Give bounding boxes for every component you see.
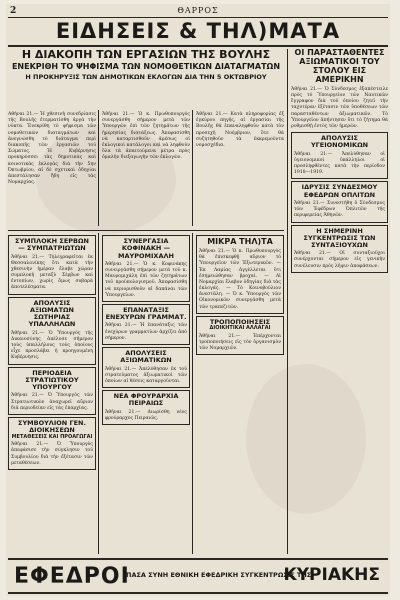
col1-story-2 (8, 297, 96, 365)
col1-story-1-title: ΣΥΜΠΛΟΚΗ ΣΕΡΒΩΝ — ΣΥΜΠΑΤΡΙΩΤΩΝ (15, 237, 89, 253)
right-box-1-title: ΑΠΟΛΥΣΙΣ ΥΓΕΙΟΝΟΜΙΚΩΝ (310, 134, 369, 150)
col1-story-4-text: Ἀθῆναι 21.— Ὁ Ὑπουργὸς ἀπεφάσισε τὴν σύγκλησιν τοῦ Συμβουλίου διὰ τὴν ἐξέτασιν τῶν μεταθέσεων. (11, 442, 93, 466)
col3-story-1-title: ΜΙΚΡΑ ΤΗΛ)ΤΑ (207, 237, 273, 246)
col2-story-1-title: ΣΥΝΕΡΓΑΣΙΑ ΚΟΦΙΝΑΚΗ — ΜΑΥΡΟΜΙΧΑΛΗ (118, 237, 174, 260)
right-box-2-text: Ἀθῆναι 21.— Συνεστήθη ὁ Σύνδεσμος τῶν Ἐφέδρων Ὁπλιτῶν τῆς περιφερείας Ἀθηνῶν. (294, 200, 385, 219)
lead-subhead-2: Η ΠΡΟΚΗΡΥΞΙΣ ΤΩΝ ΔΗΜΟΤΙΚΩΝ ΕΚΛΟΓΩΝ ΔΙΑ ΤΗΝ 5 ΟΚΤΩΒΡΙΟΥ (25, 73, 267, 82)
col1-story-4 (8, 417, 96, 470)
lead-headline-block (8, 49, 284, 109)
lead-col-3-text: Ἀθῆναι 21.— Κατὰ πληροφορίας ἐξ ἐγκύρου πηγῆς, αἱ ἐργασίαι τῆς Βουλῆς θὰ ἐπαναληφθοῦν κατὰ τὸν προσεχῆ Νοέμβριον, ὅτε θὰ συζητηθοῦν τὰ ἐκκρεμοῦντα νομοσχέδια. (196, 112, 284, 148)
col3-story-1-text: Ἀθῆναι 21.— Ὁ κ. Πρωθυπουργὸς θὰ ἐπισκεφθῇ αὔριον τὸ Ὑπουργεῖον τῶν Ἐξωτερικῶν. — Ἐκ Λαμίας ἀγγέλλεται ὅτι ἐσημειώθησαν βροχαί. — Αἱ Νομαρχίαι ἔλαβον ὁδηγίας διὰ τὰς ἐκλογάς. — Τὸ Κοινοβούλιον ἀνεστάλη. — Ὁ κ. Ὑπουργὸς τῶν Οἰκονομικῶν συνεργάσθη μετὰ τῶν τραπεζιτῶν. (199, 248, 281, 310)
col2-story-3-title: ΑΠΟΛΥΣΕΙΣ ΑΞΙΩΜΑΤΙΚΩΝ (120, 349, 172, 365)
right-headline: ΟΙ ΠΑΡΑΣΤΑΘΕΝΤΕΣ ΑΞΙΩΜΑΤΙΚΟΙ ΤΟΥ ΣΤΟΛΟΥ ΕΙΣ ΑΜΕΡΙΚΗΝ (294, 49, 385, 84)
right-box-2 (291, 181, 388, 222)
footer-right-text: ΚΥΡΙΑΚΗΣ (283, 565, 380, 585)
lead-bottom-rule (8, 230, 284, 231)
col-divider (192, 110, 193, 226)
col-divider (98, 110, 99, 226)
col-divider (192, 233, 193, 554)
footer-banner (8, 558, 388, 594)
right-column (291, 49, 388, 554)
col2-story-2-text: Ἀθῆναι 21.— Ἡ ἐπανάταξις τῶν ἐνεχύρων γραμματίων ἀρχίζει ἀπὸ σήμερον. (105, 323, 187, 341)
col3-story-2-title: ΤΡΟΠΟΠΟΙΗΣΕΙΣ (209, 317, 271, 326)
section-banner: ΕΙΔΗΣΕΙΣ & ΤΗΛ)ΜΑΤΑ (55, 19, 341, 43)
lead-subhead-1: ΕΝΕΚΡΙΘΗ ΤΟ ΨΗΦΙΣΜΑ ΤΩΝ ΝΟΜΟΘΕΤΙΚΩΝ ΔΙΑΤΑΓΜΑΤΩΝ (11, 62, 281, 72)
col3-story-2-text: Ἀθῆναι 21.— Ἐπέρχονται τροποποιήσεις εἰς τὸν ὀργανισμὸν τῶν Νομαρχιῶν. (199, 333, 281, 352)
right-box-1 (291, 132, 388, 179)
lower-col-1 (8, 233, 96, 555)
right-box-3 (291, 225, 388, 273)
lead-headline: Η ΔΙΑΚΟΠΗ ΤΩΝ ΕΡΓΑΣΙΩΝ ΤΗΣ ΒΟΥΛΗΣ (21, 49, 271, 61)
right-box-2-title: ΙΔΡΥΣΙΣ ΣΥΝΔΕΣΜΟΥ ΕΦΕΔΡΩΝ ΟΠΛΙΤΩΝ (301, 183, 378, 199)
newspaper-name: ΘΑΡΡΟΣ (177, 6, 219, 15)
col2-story-3-text: Ἀθῆναι 21.— Ἀπελύθησαν ἐκ τοῦ στρατεύματος ἀξιωματικοὶ τῶν ὁποίων αἱ θέσεις καταργοῦνται. (105, 366, 187, 384)
col3-story-2-subtitle: ΔΙΟΙΚΗΤΙΚΑΙ ΑΛΛΑΓΑΙ (209, 325, 271, 332)
col-divider (287, 49, 288, 554)
col1-story-1-text: Ἀθῆναι 21.— Τηλεγραφεῖται ἐκ Θεσσαλονίκης ὅτι κατὰ τὴν χθεσινὴν ἡμέραν ἔλαβε χώραν συμπλοκὴ μεταξὺ Σέρβων καὶ ἐντοπίων, χωρὶς ὅμως σοβαρὰ ἀποτελέσματα. (11, 254, 93, 291)
col3-story-1 (196, 235, 284, 314)
col2-story-2 (102, 304, 190, 345)
col1-story-4-subtitle: ΜΕΤΑΘΕΣΕΙΣ ΚΑΙ ΠΡΟΑΓΩΓΑΙ (11, 433, 93, 440)
col1-story-3-title: ΠΕΡΙΟΔΕΙΑ ΣΤΡΑΤΙΩΤΙΚΟΥ ΥΠΟΥΡΓΟΥ (25, 368, 79, 392)
lead-col-1 (8, 110, 96, 228)
footer-left-text: ΕΦΕΔΡΟΙ (14, 564, 130, 589)
right-box-3-title: Η ΣΗΜΕΡΙΝΗ ΣΥΓΚΕΝΤΡΩΣΙΣ ΤΩΝ ΣΥΝΤΑΞΙΟΥΧΩΝ (303, 226, 376, 250)
right-text: Ἀθῆναι 21.— Ὁ Σύνδεσμος ἐξαπέστειλε πρὸς τὸ Ὑπουργεῖον τῶν Ναυτικῶν ἔγγραφον διὰ τοῦ ὁποίου ζητεῖ τὴν ταχυτέραν ἐξέτασιν τῶν ὑποθέσεων τῶν παρασταθέντων ἀξιωματικῶν. Τὸ Ὑπουργεῖον ἀπήντησεν ὅτι τὸ ζήτημα θὰ ρυθμισθῇ ἐντὸς τῶν ἡμερῶν. (291, 86, 388, 129)
lower-col-3 (196, 233, 284, 555)
col1-story-1 (8, 235, 96, 295)
col2-story-4-title: ΝΕΑ ΦΡΟΥΡΑΡΧΙΑ ΠΕΙΡΑΙΩΣ (113, 392, 179, 408)
newspaper-page (6, 4, 390, 596)
footer-middle-text: ΠΑΣΑ ΣΥΝΗ ΕΘΝΙΚΗ ΕΦΕΔΡΙΚΗ ΣΥΓΚΕΝΤΡΩΣΙΣ ΤΗΣ (126, 571, 312, 579)
lead-col-3 (196, 110, 284, 228)
col2-story-1-text: Ἀθῆναι 21.— Ὁ κ. Κοφινάκης συνειργάσθη σήμερον μετὰ τοῦ κ. Μαυρομιχάλη ἐπὶ τῶν ζητημάτων τοῦ προϋπολογισμοῦ. Ἀπεφασίσθη νὰ περιορισθοῦν αἱ δαπάναι τῶν Ὑπουργείων. (105, 261, 187, 298)
col2-story-3 (102, 347, 190, 388)
right-box-1-text: Ἀθῆναι 21.— Ἀπελύθησαν οἱ ὑγειονομικοὶ ὑπάλληλοι οἱ προσληφθέντες κατὰ τὴν περίοδον 1918—1919. (294, 151, 385, 176)
lead-col-2-text: Ἀθῆναι 21.— Ὁ κ. Πρωθυπουργὸς συνεργάσθη σήμερον μετὰ τῶν Ὑπουργῶν ἐπὶ τῶν ζητημάτων τῆς ἡμερησίας διατάξεως. Ἀπεφασίσθη νὰ καταρτισθοῦν ἀμέσως οἱ ἐκλογικοὶ κατάλογοι καὶ νὰ ληφθοῦν ὅλα τὰ ἀπαιτούμενα μέτρα πρὸς ὁμαλὴν διεξαγωγὴν τῶν ἐκλογῶν. (102, 112, 190, 161)
col1-story-3-text: Ἀθῆναι 21.— Ὁ Ὑπουργὸς τῶν Στρατιωτικῶν ἀναχωρεῖ αὔριον διὰ περιοδείαν εἰς τὰς ἐπαρχίας. (11, 393, 93, 411)
right-box-3-text: Ἀθῆναι 21.— Οἱ συνταξιοῦχοι συνέρχονται σήμερον εἰς γενικὴν συνέλευσιν πρὸς λῆψιν ἀποφάσεων. (294, 251, 385, 269)
col3-story-2 (196, 316, 284, 355)
col2-story-4 (102, 390, 190, 425)
col1-story-2-text: Ἀθῆναι 21.— Ὁ Ὑπουργὸς τῆς Δικαιοσύνης ἀπέλυσε σήμερον τοὺς ὑπαλλήλους τοὺς ὁποίους εἶχε προσλάβει ἡ προηγουμένη Κυβέρνησις. (11, 330, 93, 361)
lead-col-1-text: Αθήναι 21.— Ἡ χθεσινὴ συνεδρίασις τῆς Βουλῆς ἐτερματίσθη ἀργὰ τὴν νύκτα. Ἐνεκρίθη τὸ ψήφισμα τῶν νομοθετικῶν διαταγμάτων καὶ ἀνεγνώσθη τὸ διάταγμα περὶ διακοπῆς τῶν ἐργασιῶν τοῦ Σώματος. Ἡ Κυβέρνησις προκηρύσσει τὰς δημοτικὰς καὶ κοινοτικὰς ἐκλογὰς διὰ τὴν 5ην Ὀκτωβρίου, αἱ δὲ σχετικαὶ ὁδηγίαι ἀπεστάλησαν ἤδη εἰς τὰς Νομαρχίας. (8, 112, 96, 186)
col2-story-1 (102, 235, 190, 302)
col2-story-4-text: Ἀθῆναι 21.— Διωρίσθη νέος φρούραρχος Πειραιῶς. (105, 409, 187, 421)
page-number: 2 (10, 6, 17, 16)
lead-col-2 (102, 110, 190, 228)
col2-story-2-title: ΕΠΑΝΑΤΑΞΙΣ ΕΝΕΧΥΡΩΝ ΓΡΑΜΜΑΤ. (105, 305, 187, 322)
lower-col-2 (102, 233, 190, 555)
col-divider (98, 233, 99, 554)
banner-rule (8, 45, 388, 47)
col1-story-2-title: ΑΠΟΛΥΣΙΣ ΑΞΙΩΜΑΤΩΝ ΣΩΤΗΡΙΑΣ ΥΠΑΛΛΗΛΩΝ (28, 298, 76, 329)
col1-story-3 (8, 367, 96, 415)
col1-story-4-title: ΣΥΜΒΟΥΛΙΟΝ ΓΕΝ. ΔΙΟΙΚΗΣΕΩΝ (18, 419, 86, 435)
